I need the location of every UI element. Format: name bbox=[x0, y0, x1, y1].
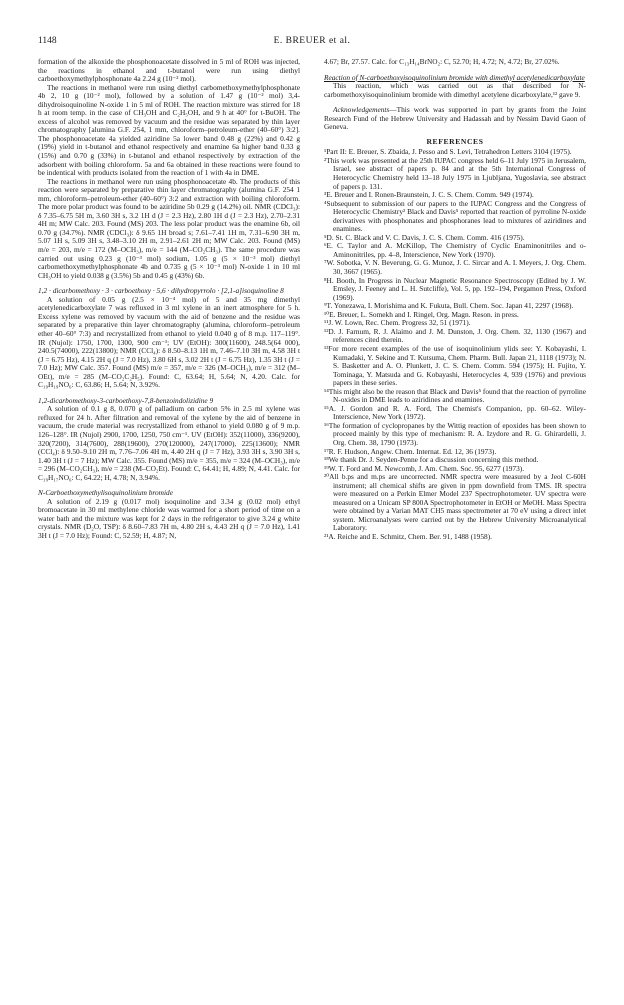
section-heading: Reaction of N-carboethoxyisoquinolinium bromide with dimethyl acetylenedicarboxylate bbox=[324, 72, 585, 82]
section-heading: 1,2 · dicarbomethoxy · 3 · carboethoxy · 5,6 · dihydropyrrolo · [2,1-a]isoquinoline 8 bbox=[38, 286, 284, 296]
left-column bbox=[38, 58, 300, 541]
paragraph: formation of the alkoxide the phosphonoacetate dissolved in 5 ml of ROH was injected, the reactions in ethanol and t-butanol were run using diethyl carboethoxymethylphosphonate 4a 2.24 g (10⁻² mol). bbox=[38, 57, 300, 84]
references-heading: REFERENCES bbox=[426, 136, 484, 146]
reference-item: ⁹T. Yonezawa, I. Morishima and K. Fukuta, Bull. Chem. Soc. Japan 41, 2297 (1968). bbox=[324, 301, 574, 311]
reference-item: ¹⁹W. T. Ford and M. Newcomb, J. Am. Chem. Soc. 95, 6277 (1973). bbox=[324, 463, 525, 473]
reference-item: ²This work was presented at the 25th IUPAC congress held 6–11 July 1975 in Jerusalem, Israel, see abstract of papers p. 84 and at the 5th International Congress of Heterocyclic Chemistry held 13–18 July 1975 in Ljubljana, Yugoslavia, see abstract of papers p. 131. bbox=[324, 155, 586, 191]
reference-item: ⁸H. Booth, In Progress in Nuclear Magnetic Resonance Spectroscopy (Edited by J. W. Emsley, J. Feeney and L. H. Sutcliffe), Vol. 5, pp. 192–194, Pergamon Press, Oxford (1969). bbox=[324, 275, 586, 302]
reference-item: ¹²D. J. Farnum, R. J. Alaimo and J. M. Dunston, J. Org. Chem. 32, 1130 (1967) and references cited therein. bbox=[324, 326, 586, 345]
reference-item: ¹³For more recent examples of the use of isoquinolinium ylids see: Y. Kobayashi, I. Kumadaki, Y. Sekine and T. Kutsuma, Chem. Pharm. Bull. Japan 21, 1118 (1973); N. S. Basketter and A. O. Plunkett, J. C. S. Chem. Comm. 594 (1975); H. Fujito, Y. Tominaga, Y. Matsuda and G. Kobayashi, Heterocycles 4, 939 (1976) and previous papers in these series. bbox=[324, 343, 586, 388]
running-title: E. BREUER et al. bbox=[273, 36, 351, 46]
reference-item: ¹⁵A. J. Gordon and R. A. Ford, The Chemist's Companion, pp. 60–62. Wiley-Interscience, New York (1972). bbox=[324, 403, 586, 422]
paragraph: A solution of 2.19 g (0.017 mol) isoquinoline and 3.34 g (0.02 mol) ethyl bromoacetate in 30 ml methylene chloride was warmed for a short period of time on a water bath and the mixture was kept for 2 days in the refrigerator to give 3.24 g white crystals. NMR (D₂O, TSP): δ 8.60–7.83 7H m, 4.80 2H s, 4.43 2H q (J = 7.0 Hz), 1.41 3H t (J = 7.0 Hz); Found: C, 52.59; H, 4.87; N, bbox=[38, 496, 300, 540]
reference-item: ⁵D. St. C. Black and V. C. Davis, J. C. S. Chem. Comm. 416 (1975). bbox=[324, 232, 525, 242]
reference-list bbox=[324, 148, 586, 541]
reference-item: ³E. Breuer and I. Ronen-Braunstein, J. C. S. Chem. Comm. 949 (1974). bbox=[324, 190, 534, 200]
section-heading: N-Carboethoxymethylisoquinolinium bromide bbox=[38, 488, 173, 498]
reference-item: ¹⁴This might also be the reason that Black and Davis⁵ found that the reaction of pyrroline N-oxides in DME leads to aziridines and enamines. bbox=[324, 386, 586, 405]
paragraph: 4.67; Br, 27.57. Calc. for C₁₃H₁₄BrNO₂: C, 52.70; H, 4.72; N, 4.72; Br, 27.02%. bbox=[324, 57, 560, 66]
reference-item: ¹⁶The formation of cyclopropanes by the Wittig reaction of epoxides has been shown to proceed mainly by this type of mechanism: R. A. Izydore and R. G. Ghirardelli, J. Org. Chem. 38, 1790 (1973). bbox=[324, 420, 586, 447]
reference-item: ²⁰All b.ps and m.ps are uncorrected. NMR spectra were measured by a Jeol C-60H instrument; all chemical shifts are given in ppm downfield from TMS. IR spectra were measured on a Perkin Elmer Model 237 Spectrophotometer. UV spectra were measured on a Unicam SP 800A Spectrophotometer in EtOH or MeOH. Mass Spectra were obtained by a Varian MAT CH5 mass spectrometer at 70 eV using a direct inlet system. Microanalyses were carried out by the Hebrew University Microanalytical Laboratory. bbox=[324, 472, 586, 533]
reference-item: ⁶E. C. Taylor and A. McKillop, The Chemistry of Cyclic Enaminonitriles and o-Aminonitriles, pp. 4–8, Interscience, New York (1970). bbox=[324, 241, 586, 259]
right-column bbox=[324, 58, 586, 542]
acknowledgements-text: —This work was supported in part by grants from the Joint Research Fund of the Hebrew University and Hadassah and by Nessim David Gaon of Geneva. bbox=[324, 105, 586, 132]
acknowledgements-label: Acknowledgements bbox=[333, 105, 390, 115]
paragraph: This reaction, which was carried out as that described for N-carbomethoxyisoquinolinium bromide with dimethyl acetylene dicarboxylate,¹² gave 9. bbox=[324, 81, 586, 99]
acknowledgements bbox=[324, 106, 586, 132]
reference-item: ²¹A. Reiche and E. Schmitz, Chem. Ber. 91, 1488 (1958). bbox=[324, 531, 492, 541]
page-number: 1148 bbox=[38, 36, 57, 46]
paragraph: A solution of 0.05 g (2.5 × 10⁻⁴ mol) of 5 and 35 mg dimethyl acetylenedicarboxylate 7 was refluxed in 3 ml xylene in an inert atmosphere for 5 h. Excess xylene was removed by vacuum with the aid of benzene and the residue was separated by a preparative thin layer chromatography (alumina, chloroform–petroleum ether 40–60° 7:3) and recrystallized from ethanol to yield 0.040 g of 8 m.p. 117–119°. IR (Nujol): 1750, 1700, 1300, 900 cm⁻¹; UV (EtOH): 300(11600), 248.5(64 000), 240.5(74000), 222(13800); NMR (CCl₄): δ 8.50–8.13 1H m, 7.46–7.10 3H m, 4.58 3H t (J = 6.75 Hz), 4.15 2H q (J = 7.0 Hz), 3.80 6H s, 3.02 2H t (J = 6.75 Hz), 1.35 3H t (J = 7.0 Hz); MW Calc. 357. Found (MS) m/e = 357, m/e = 326 (M–OCH₃), m/e = 312 (M–OEt), m/e = 285 (M–CO₂C₂H₅). Found: C, 63.64; H, 5.64; N, 4.20. Calc. for C₁₉H₁₉NO₆: C, 63.86; H, 5.64; N, 3.92%. bbox=[38, 294, 300, 390]
reference-item: ¹¹J. W. Lown, Rec. Chem. Progress 32, 51 (1971). bbox=[324, 318, 471, 328]
reference-item: ¹⁰E. Breuer, L. Somekh and I. Ringel, Org. Magn. Reson. in press. bbox=[324, 309, 519, 319]
paragraph: A solution of 0.1 g 8, 0.070 g of palladium on carbon 5% in 2.5 ml xylene was refluxed for 24 h. After filtration and removal of the xylene by the aid of benzene in vacuum, the crude material was recrystallized from ethanol to yield 0.080 g of 9 m.p. 126–128°. IR (Nujol) 2900, 1700, 1250, 750 cm⁻¹. UV (EtOH): 352(11000), 336(9200), 320(7200), 314(7600), 288(19600), 270(120000), 247(17000), 225(13600); NMR (CCl₄): δ 9.50–9.10 2H m, 7.76–7.06 4H m, 4.40 2H q (J = 7 Hz), 3.93 3H s, 3.90 3H s, 1.40 3H t (J = 7 Hz); MW Calc. 355. Found (MS) m/e = 355, m/e = 324 (M–OCH₃), m/e = 296 (M–CO₂CH₃), m/e = 238 (M–CO₂Et). Found: C, 64.41; H, 4.89; N, 4.41. Calc. for C₁₉H₁₇NO₆: C, 64.22; H, 4.78; N, 3.94%. bbox=[38, 404, 300, 482]
paragraph: The reactions in methanol were run using diethyl carbomethoxymethylphosphonate 4b 2, 10 g (10⁻² mol), followed by a solution of 1.47 g (10⁻² mol) 3,4-dihydroisoquinoline N-oxide 1 in 5 ml of ROH. The reaction mixture was stirred for 18 h at room temp. in the case of CH₃OH and C₂H₅OH, and 9 h at 40° for t-BuOH. The excess of alcohol was removed by vacuum and the residue was separated by thin layer chromatography [alumina G.F. 254, 1 mm, chloroform–petroleum-ether (40–60°) 3:2]. The phosphonoacetate 4a yielded aziridine 5a lower band 0.48 g (22%) and 0.42 g (19%) yield in t-butanol and ethanol respectively and enamine 6a higher band 0.33 g (15%) and 0.70 g (33%) in t-butanol and ethanol respectively by extraction of the adsorbent with boiling chloroform. 5a and 6a obtained in these reactions were found to be indentical with products isolated from the reaction of 1 with 4a in DME. bbox=[38, 82, 300, 178]
paragraph: The reactions in methanol were run using phosphonoacetate 4b. The products of this reaction were separated by preparative thin layer chromatography (alumina G.F. 254 1 mm, chloroform–petroleum-ether (40–60°) 3:2 and extraction with boiling chloroform. The more polar product was found to be aziridine 5b 0.29 g (14.2%) oil. NMR (CDCl₃): δ 7.35–6.75 5H m, 3.60 3H s, 3.2 1H d (J = 2.3 Hz), 2.80 1H d (J = 2.3 Hz), 2.70–2.31 4H m; MW Calc. 203. Found (MS) 203. The less polar product was the enamine 6b, oil 0.70 g (34.7%). NMR (CDCl₃): δ 9.65 1H broad s; 7.61–7.41 1H m, 7.31–6.90 3H m, 5.07 1H s, 5.09 3H s, 3.48–3.10 2H m, 2.91–2.61 2H m; MW Calc. 203. Found (MS) m/e = 203, m/e = 172 (M–OCH₃), m/e = 144 (M–CO₂CH₃). The same procedure was carried out using 0.23 g (10⁻³ mol) sodium, 1.05 g (5 × 10⁻³ mol) diethyl carbomethoxymethylphosphonate 4b and 0.735 g (5 × 10⁻³ mol) N-oxide 1 in 10 ml CH₃OH to yield 0.038 g (3.5%) 5b and 0.45 g (43%) 6b. bbox=[38, 176, 300, 280]
reference-item: ⁷W. Sobotka, V. N. Beverung, G. G. Munoz, J. C. Sircar and A. I. Meyers, J. Org. Chem. 30, 3667 (1965). bbox=[324, 258, 586, 277]
reference-item: ¹Part II: E. Breuer, S. Zbaida, J. Pesso and S. Levi, Tetrahedron Letters 3104 (1975). bbox=[324, 147, 572, 157]
reference-item: ⁴Subsequent to submission of our papers to the IUPAC Congress and the Congress of Heterocyclic Chemistry² Black and Davis⁵ reported that reaction of pyrroline N-oxide derivatives with phosphonates and phosphoranes lead to mixtures of aziridines and enamines. bbox=[324, 198, 586, 234]
reference-item: ¹⁸We thank Dr. J. Seyden-Penne for a discussion concerning this method. bbox=[324, 455, 539, 465]
section-heading: 1,2-dicarbomethoxy-3-carboethoxy-7,8-benzoindolizidine 9 bbox=[38, 395, 214, 405]
page-header bbox=[38, 36, 586, 50]
reference-item: ¹⁷R. F. Hudson, Angew. Chem. Internat. Ed. 12, 36 (1973). bbox=[324, 446, 497, 456]
